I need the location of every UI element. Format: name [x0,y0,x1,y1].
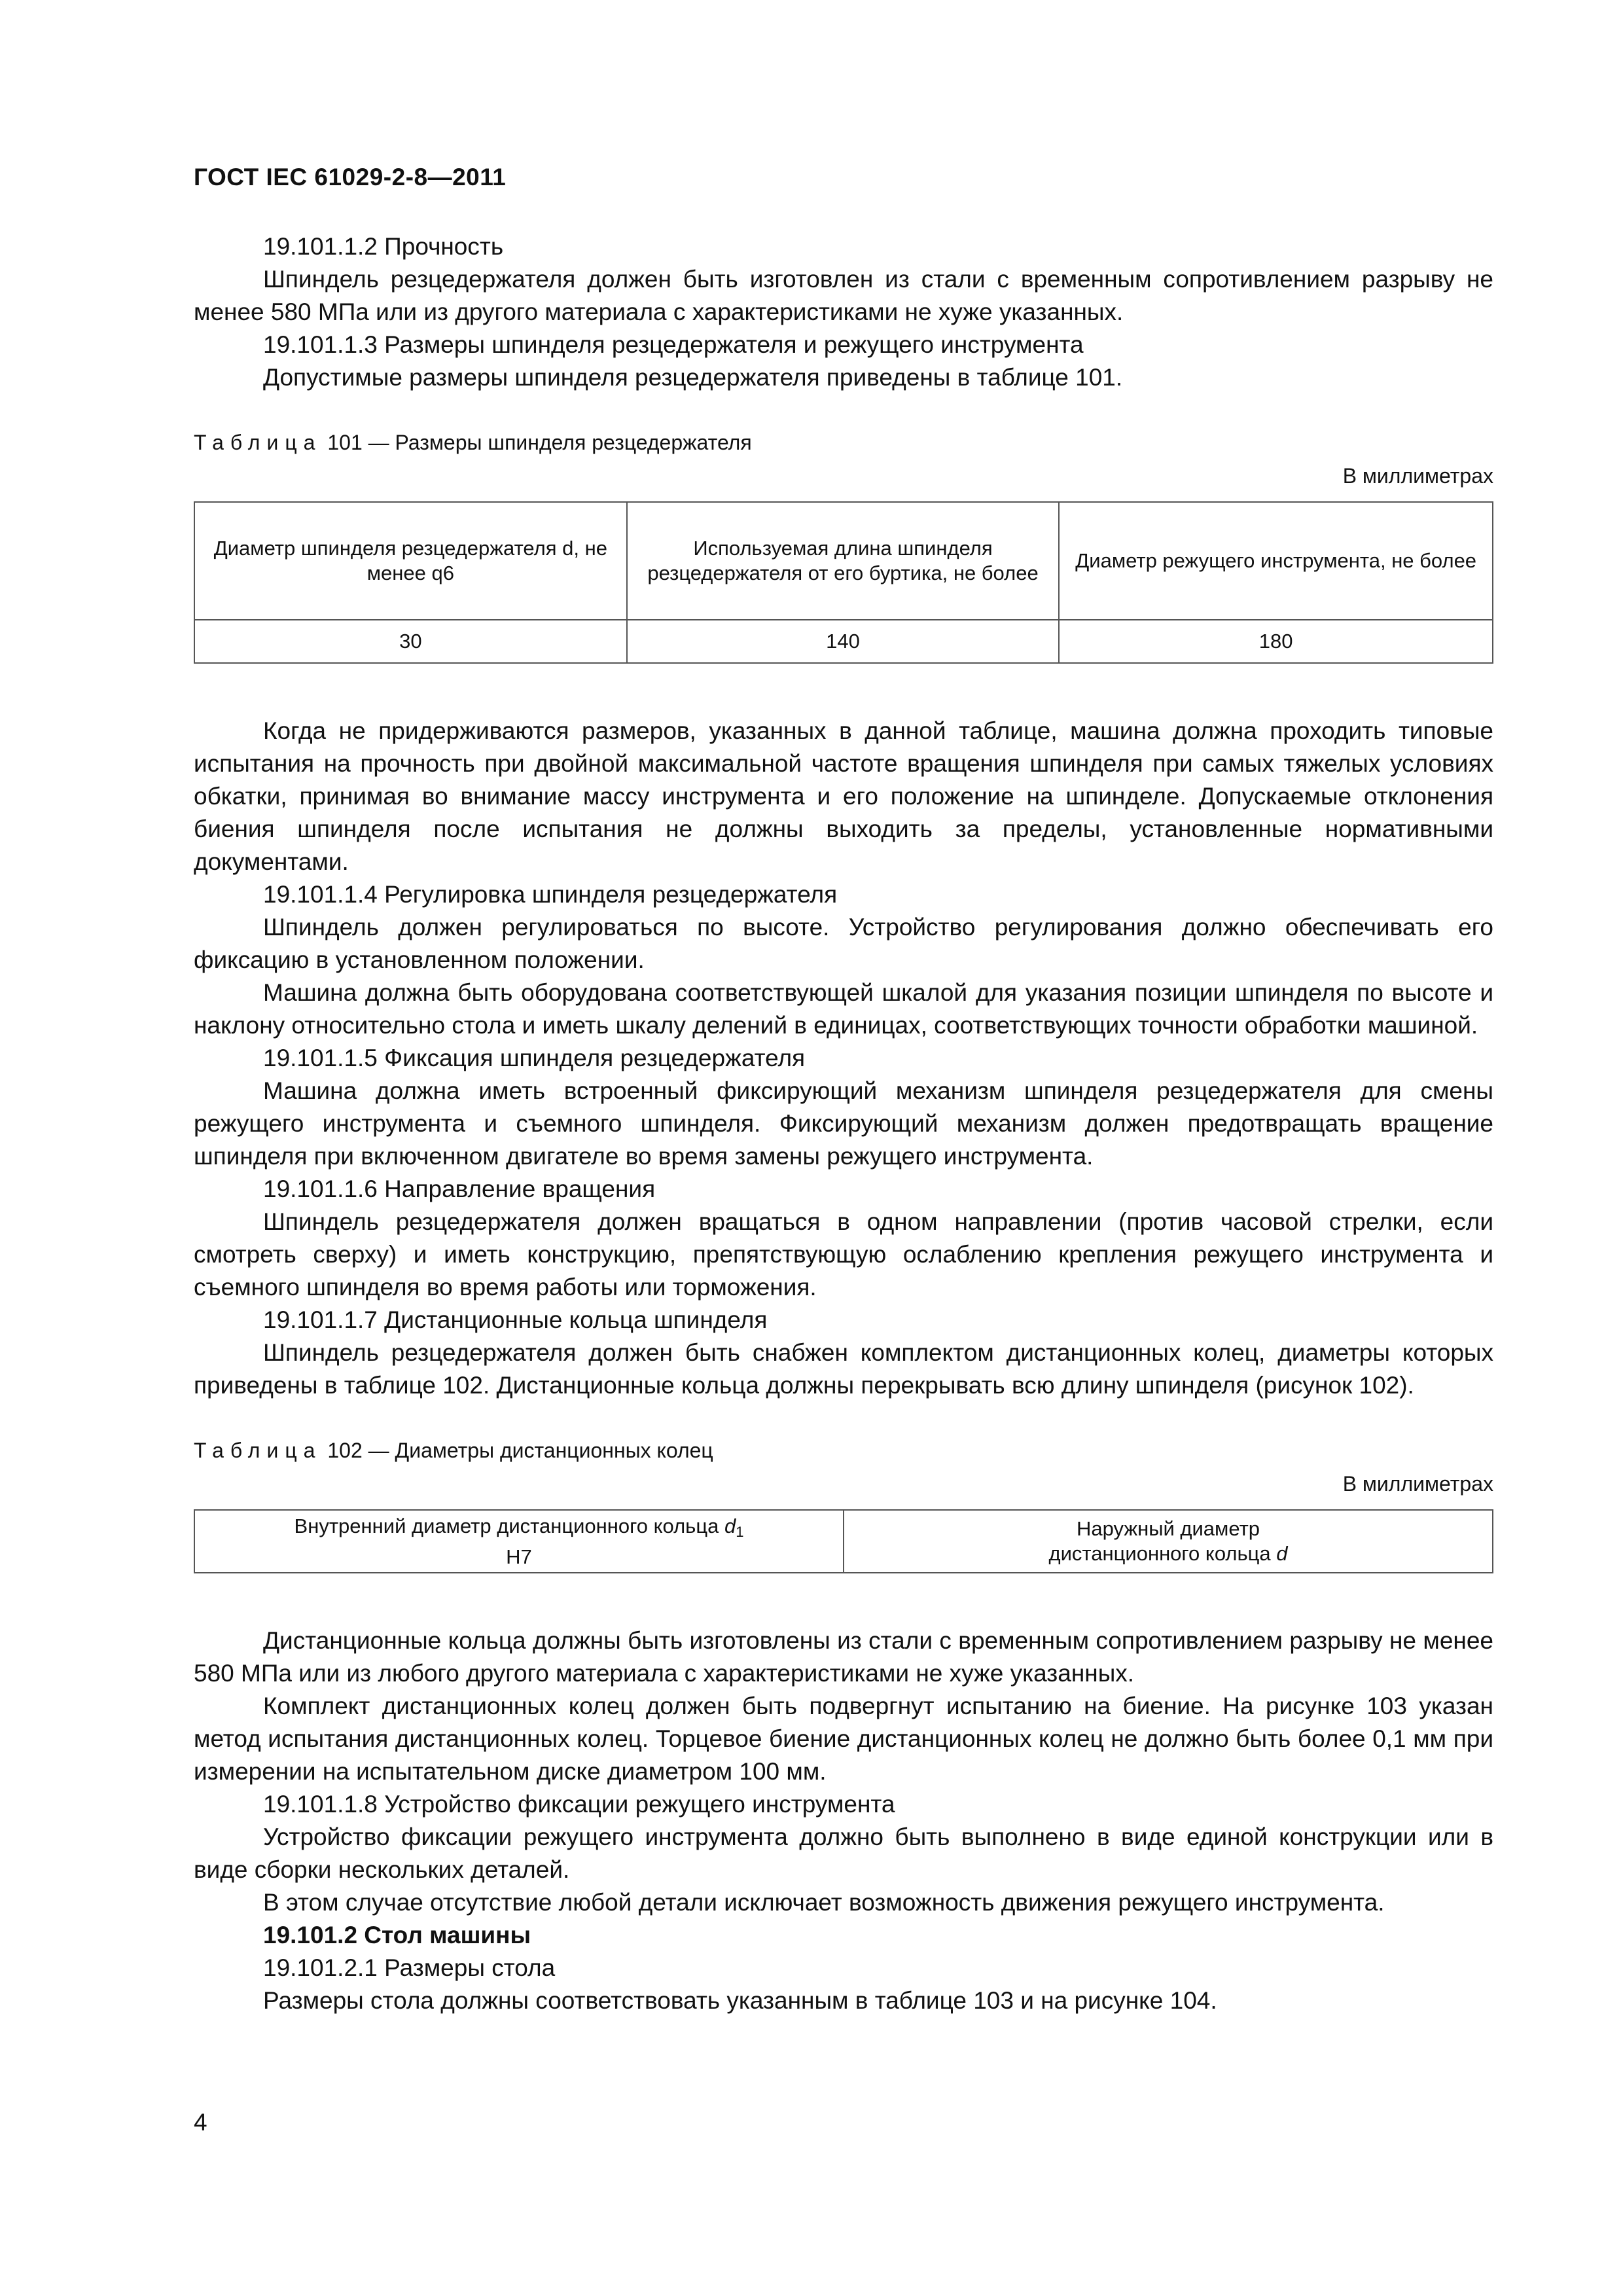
clause-19-101-1-5: 19.101.1.5 Фиксация шпинделя резцедержателя [263,1045,806,1071]
paragraph: Комплект дистанционных колец должен быть подвергнут испытанию на биение. На рисунке 103 указан метод испытания дистанционных колец. Торцевое биение дистанционных колец не должно быть более 0,1 мм при измерении на испытательном диске диаметром 100 мм. [194,1693,1493,1785]
table-caption-word: Таблица [194,1439,322,1462]
paragraph: Шпиндель должен регулироваться по высоте. Устройство регулирования должно обеспечивать его фиксацию в установленном положении. [194,914,1493,973]
paragraph: Шпиндель резцедержателя должен быть снабжен комплектом дистанционных колец, диаметры которых приведены в таблице 102. Дистанционные кольца должны перекрывать всю длину шпинделя (рисунок 102). [194,1339,1493,1399]
clause-19-101-1-7: 19.101.1.7 Дистанционные кольца шпинделя [263,1306,768,1333]
document-code: ГОСТ IEC 61029-2-8—2011 [194,164,507,190]
clause-19-101-1-8: 19.101.1.8 Устройство фиксации режущего инструмента [263,1791,895,1818]
paragraph: Устройство фиксации режущего инструмента должно быть выполнено в виде единой конструкции или в виде сборки нескольких деталей. [194,1823,1493,1883]
table-header-cell: Диаметр шпинделя резцедержателя d, не менее q6 [194,502,627,620]
paragraph: Шпиндель резцедержателя должен быть изготовлен из стали с временным сопротивлением разрыву не менее 580 МПа или из другого материала с характеристиками не хуже указанных. [194,266,1493,325]
table-header-cell: Диаметр режущего инструмента, не более [1059,502,1493,620]
clause-19-101-2-1: 19.101.2.1 Размеры стола [263,1954,556,1981]
clause-19-101-1-3: 19.101.1.3 Размеры шпинделя резцедержателя и режущего инструмента [263,331,1084,358]
table-101 [194,501,1493,664]
table-header-row [194,502,1493,620]
table-cell: 180 [1059,620,1493,663]
table-caption-text: 102 — Диаметры дистанционных колец [321,1439,713,1462]
table-102-caption [194,1439,1493,1463]
paragraph: Дистанционные кольца должны быть изготовлены из стали с временным сопротивлением разрыву не менее 580 МПа или из любого другого материала с характеристиками не хуже указанных. [194,1627,1493,1687]
page-body [194,230,1493,2017]
table-102-units: В миллиметрах [1342,1472,1493,1496]
page-number: 4 [194,2109,207,2136]
paragraph: Размеры стола должны соответствовать указанным в таблице 103 и на рисунке 104. [263,1987,1217,2014]
table-102 [194,1509,1493,1573]
paragraph: Допустимые размеры шпинделя резцедержателя приведены в таблице 101. [263,364,1123,391]
table-101-caption [194,431,1493,455]
clause-19-101-1-2: 19.101.1.2 Прочность [263,233,504,260]
paragraph: Когда не придерживаются размеров, указанных в данной таблице, машина должна проходить типовые испытания на прочность при двойной максимальной частоте вращения шпинделя при самых тяжелых условиях обкатки, принимая во внимание массу инструмента и его положение на шпинделе. Допускаемые отклонения биения шпинделя после испытания не должны выходить за пределы, установленные нормативными документами. [194,717,1493,875]
table-row [194,620,1493,663]
table-header-row [194,1510,1493,1573]
paragraph: Машина должна иметь встроенный фиксирующий механизм шпинделя резцедержателя для смены режущего инструмента и съемного шпинделя. Фиксирующий механизм должен предотвращать вращение шпинделя при включенном двигателе во время замены режущего инструмента. [194,1077,1493,1170]
table-caption-text: 101 — Размеры шпинделя резцедержателя [321,431,752,454]
table-header-cell: Внутренний диаметр дистанционного кольца $d_1$ Н7 [194,1510,844,1573]
table-cell: 140 [627,620,1060,663]
paragraph: Шпиндель резцедержателя должен вращаться в одном направлении (против часовой стрелки, если смотреть сверху) и иметь конструкцию, препятствующую ослаблению крепления режущего инструмента и съемного шпинделя во время работы или торможения. [194,1208,1493,1300]
table-caption-word: Таблица [194,431,322,454]
paragraph: Машина должна быть оборудована соответствующей шкалой для указания позиции шпинделя по высоте и наклону относительно стола и иметь шкалу делений в единицах, соответствующих точности обработки машиной. [194,979,1493,1039]
paragraph: В этом случае отсутствие любой детали исключает возможность движения режущего инструмента. [263,1889,1385,1916]
table-header-cell: Используемая длина шпинделя резцедержателя от его буртика, не более [627,502,1060,620]
clause-19-101-1-4: 19.101.1.4 Регулировка шпинделя резцедержателя [263,881,838,908]
table-101-units: В миллиметрах [1342,464,1493,488]
table-header-cell: Наружный диаметр дистанционного кольца d [844,1510,1493,1573]
table-cell: 30 [194,620,627,663]
clause-19-101-1-6: 19.101.1.6 Направление вращения [263,1175,656,1202]
clause-19-101-2: 19.101.2 Стол машины [263,1922,531,1948]
